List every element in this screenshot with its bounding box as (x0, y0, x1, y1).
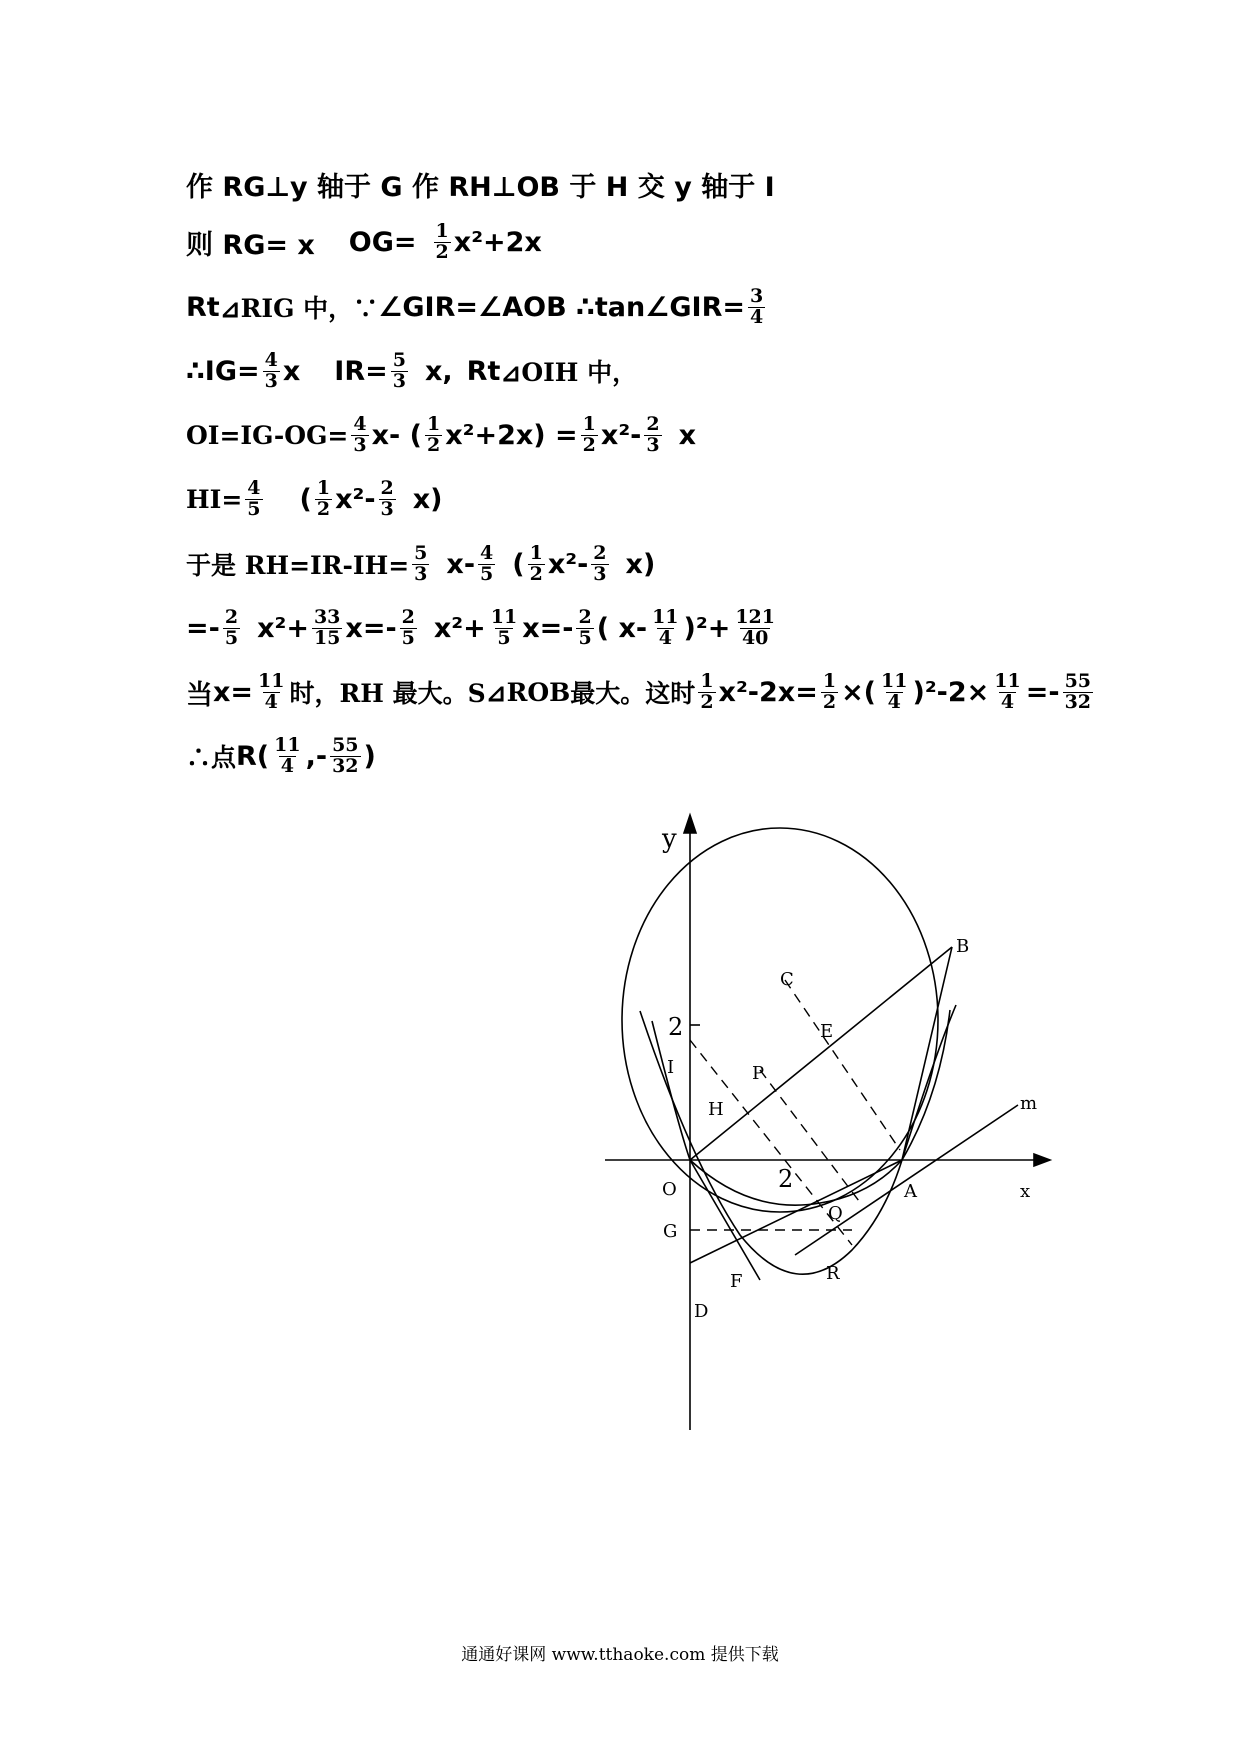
fraction: $\frac{1}{2}$ (427, 413, 441, 456)
dashed-PQ (760, 1070, 862, 1205)
text: ⊿OIH 中， (500, 358, 638, 388)
line-m (795, 1105, 1018, 1255)
text: 当 (186, 679, 213, 711)
fraction: $\frac{1}{2}$ (822, 670, 837, 713)
label-R: R (826, 1263, 840, 1284)
fraction: $\frac{1}{2}$ (529, 542, 543, 585)
text: x²+ (257, 612, 309, 644)
fraction: $\frac{1}{2}$ (700, 670, 714, 713)
fraction: $\frac{1}{2}$ (435, 220, 449, 263)
label-O: O (662, 1179, 677, 1200)
label-x: x (1020, 1181, 1031, 1202)
subscript: ⊿ROB (485, 677, 571, 707)
fraction: $\frac{2}{5}$ (401, 606, 415, 649)
line-8 (186, 608, 780, 649)
text: x²+ (433, 612, 486, 644)
label-H: H (708, 1099, 724, 1120)
text: 最大。这时 (570, 679, 696, 709)
text: ∠GIR=∠AOB ∴tan∠GIR= (378, 291, 746, 323)
label-B: B (956, 936, 970, 957)
text: x= (213, 676, 254, 708)
fraction: $\frac{2}{3}$ (646, 413, 660, 456)
parabola (640, 1005, 956, 1274)
text: Rt (466, 355, 501, 387)
label-E: E (820, 1021, 834, 1042)
text: HI= (186, 484, 243, 514)
line-DQ (690, 1160, 902, 1263)
fraction: $\frac{11}{4}$ (258, 670, 285, 713)
label-two-y: 2 (668, 1013, 684, 1041)
fraction: $\frac{3}{4}$ (750, 285, 764, 328)
fraction: $\frac{2}{5}$ (224, 606, 239, 649)
line-7 (186, 544, 655, 585)
text: ( (299, 483, 312, 515)
fraction: $\frac{4}{3}$ (264, 349, 278, 392)
fraction: $\frac{4}{5}$ (247, 477, 261, 520)
text: x²- (335, 483, 376, 515)
text: ∴IG= (186, 355, 260, 387)
label-m: m (1020, 1093, 1038, 1114)
text: Rt (186, 291, 220, 323)
text: )²+ (683, 612, 731, 644)
text: x=- (345, 612, 397, 644)
text: ∴点 (186, 743, 237, 773)
text: ×( (841, 676, 877, 708)
geometry-figure (600, 805, 1080, 1445)
label-Q: Q (828, 1203, 843, 1224)
fraction: $\frac{55}{32}$ (1064, 670, 1092, 713)
fraction: $\frac{11}{4}$ (274, 734, 301, 777)
text: ( (512, 548, 525, 580)
line-5 (186, 415, 696, 456)
text: x²-2x= (718, 676, 818, 708)
line-3 (186, 287, 768, 328)
label-y: y (662, 824, 677, 854)
fraction: $\frac{121}{40}$ (735, 606, 775, 649)
line-4 (186, 351, 637, 392)
fraction: $\frac{11}{5}$ (490, 606, 518, 649)
text: R( (236, 740, 270, 772)
fraction: $\frac{2}{3}$ (593, 542, 607, 585)
label-P: P (752, 1063, 765, 1084)
fraction: $\frac{4}{5}$ (480, 542, 494, 585)
text: =- (186, 612, 220, 644)
fraction: $\frac{55}{32}$ (332, 734, 359, 777)
fraction: $\frac{11}{4}$ (652, 606, 679, 649)
line-AB (902, 947, 952, 1160)
text: x- ( (371, 419, 422, 451)
label-two-x: 2 (778, 1165, 794, 1193)
text: x, (424, 355, 453, 387)
text: ( x- (596, 612, 648, 644)
text: 则 RG= x (186, 229, 315, 261)
fraction: $\frac{33}{15}$ (313, 606, 341, 649)
fraction: $\frac{5}{3}$ (414, 542, 428, 585)
x-axis-arrow (1034, 1154, 1050, 1166)
label-G: G (663, 1221, 678, 1242)
label-D: D (694, 1301, 709, 1322)
text: x=- (522, 612, 574, 644)
text: x²+2x) = (445, 419, 578, 451)
fraction: $\frac{1}{2}$ (582, 413, 596, 456)
label-I: I (667, 1057, 675, 1078)
fraction: $\frac{2}{3}$ (380, 477, 394, 520)
dashed-CE (785, 980, 900, 1150)
fraction: $\frac{11}{4}$ (881, 670, 908, 713)
line-2 (186, 222, 542, 263)
line-9 (186, 672, 1096, 713)
line-10 (186, 736, 376, 777)
text: x²+2x (453, 226, 542, 258)
text: ,- (305, 740, 328, 772)
label-F: F (730, 1271, 743, 1292)
text: x) (412, 483, 443, 515)
text: x (678, 419, 697, 451)
text: x- (446, 548, 476, 580)
line-6 (186, 479, 443, 520)
fraction: $\frac{11}{4}$ (994, 670, 1021, 713)
text: x (282, 355, 301, 387)
fraction: $\frac{5}{3}$ (392, 349, 406, 392)
curve-left (652, 1021, 690, 1160)
y-axis-arrow (684, 815, 696, 833)
text: 于是 RH=IR-IH= (186, 551, 410, 581)
label-C: C (780, 969, 794, 990)
fraction: $\frac{1}{2}$ (316, 477, 331, 520)
line-OF (690, 1160, 760, 1280)
text: 作 RG⊥y 轴于 G 作 RH⊥OB 于 H 交 y 轴于 I (186, 172, 775, 203)
fraction: $\frac{2}{5}$ (578, 606, 592, 649)
line-1 (186, 165, 775, 204)
text: ⊿RIG 中，∵ (219, 294, 379, 324)
text: OI=IG-OG= (186, 420, 349, 450)
text: 时，RH 最大。S (289, 679, 486, 709)
text: x) (625, 548, 656, 580)
text: ) (363, 740, 376, 772)
text: x²- (600, 419, 642, 451)
footer-text: 通通好课网 www.tthaoke.com 提供下载 (461, 1645, 779, 1665)
text: OG= (348, 226, 417, 258)
label-A: A (904, 1181, 917, 1202)
text: x²- (547, 548, 589, 580)
text: )²-2× (912, 676, 990, 708)
text: IR= (334, 355, 388, 387)
fraction: $\frac{4}{3}$ (353, 413, 367, 456)
text: =- (1025, 676, 1060, 708)
